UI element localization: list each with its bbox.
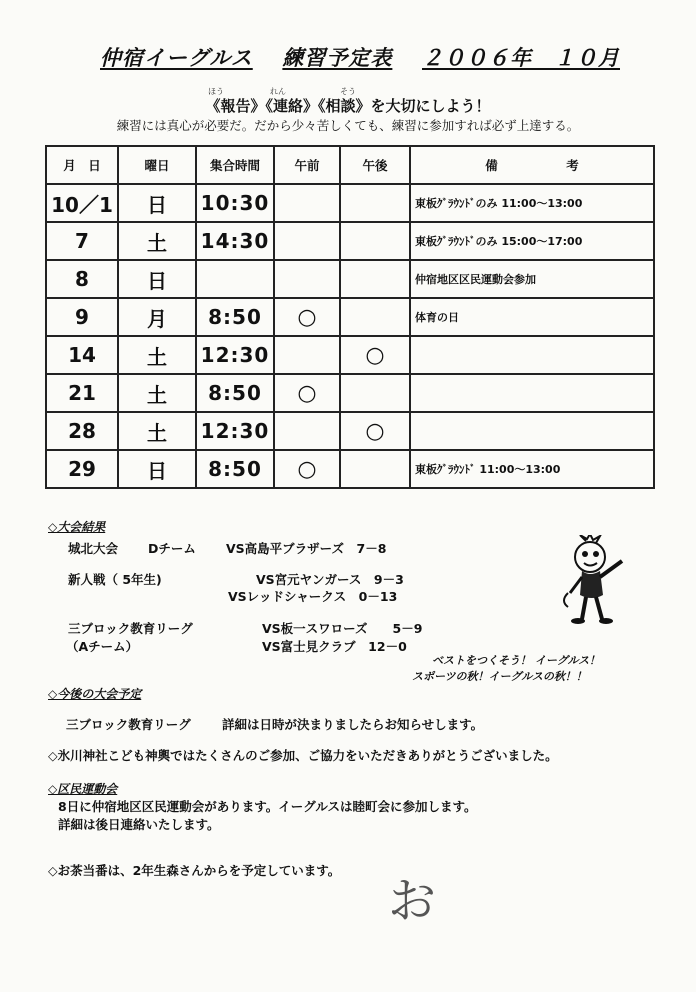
col-header-date: 月 日 — [46, 146, 118, 184]
schedule-period: ２００６年 １０月 — [422, 46, 620, 70]
cell-time: 8:50 — [196, 450, 274, 488]
cell-note — [410, 336, 654, 374]
col-header-weekday: 曜日 — [118, 146, 196, 184]
undokai-title: ◇区民運動会 — [48, 782, 118, 796]
table-row — [46, 222, 654, 260]
slogan: 《報告》《連絡》《相談》を大切にしよう！ — [205, 97, 491, 115]
document-type: 練習予定表 — [282, 46, 393, 70]
cell-note: 東板ｸﾞﾗｳﾝﾄﾞ 11:00～13:00 — [410, 450, 654, 488]
future-title: ◇今後の大会予定 — [48, 687, 142, 701]
ruby-sou: そう — [340, 87, 356, 96]
shinjin-match-2: VSレッドシャークス 0－13 — [228, 589, 398, 604]
cell-pm: ○ — [340, 412, 410, 450]
cell-am — [274, 184, 340, 222]
sanblock-match-1: VS板一スワローズ 5－9 — [262, 621, 423, 636]
jouhoku-match: VS高島平ブラザーズ 7－8 — [226, 541, 387, 556]
col-header-time: 集合時間 — [196, 146, 274, 184]
cell-time: 8:50 — [196, 298, 274, 336]
table-row — [46, 374, 654, 412]
cell-am: ○ — [274, 450, 340, 488]
cell-note: 仲宿地区区民運動会参加 — [410, 260, 654, 298]
cell-am — [274, 260, 340, 298]
cell-am — [274, 412, 340, 450]
table-row — [46, 336, 654, 374]
future-league: 三ブロック教育リーグ — [66, 717, 191, 732]
notes-header-b: 考 — [566, 158, 579, 173]
cell-time: 14:30 — [196, 222, 274, 260]
cell-time: 12:30 — [196, 336, 274, 374]
cell-date: 21 — [46, 374, 118, 412]
tea-duty: ◇お茶当番は、2年生森さんからを予定しています。 — [48, 863, 341, 878]
shrine-thanks: ◇氷川神社こども神輿ではたくさんのご参加、ご協力をいただきありがとうございました。 — [48, 748, 558, 763]
cell-am — [274, 336, 340, 374]
cell-weekday: 日 — [118, 260, 196, 298]
table-row — [46, 298, 654, 336]
undokai-line-1: 8日に仲宿地区区民運動会があります。イーグルスは睦町会に参加します。 — [58, 799, 477, 814]
cell-pm — [340, 260, 410, 298]
cell-date: 14 — [46, 336, 118, 374]
sub-slogan: 練習には真心が必要だ。だから少々苦しくても、練習に参加すれば必ず上達する。 — [116, 118, 580, 133]
team-name: 仲宿イーグルス — [100, 46, 253, 70]
cell-date: 10／1 — [46, 184, 118, 222]
notes-header-a: 備 — [485, 158, 498, 173]
cell-weekday: 土 — [118, 374, 196, 412]
col-header-am: 午前 — [274, 146, 340, 184]
table-row — [46, 450, 654, 488]
shinjin-tournament: 新人戦（ 5年生) — [68, 572, 162, 587]
undokai-line-2: 詳細は後日連絡いたします。 — [58, 817, 220, 832]
ruby-hou: ほう — [208, 87, 224, 96]
sanblock-tournament: 三ブロック教育リーグ — [68, 621, 193, 636]
sanblock-team: （Aチーム） — [66, 639, 139, 654]
cell-pm — [340, 222, 410, 260]
cell-am: ○ — [274, 374, 340, 412]
cheer-line-2: スポーツの秋！イーグルスの秋！！ — [412, 670, 587, 683]
table-header-row — [46, 146, 654, 184]
cell-pm — [340, 184, 410, 222]
schedule-table — [45, 145, 655, 489]
future-text: 詳細は日時が決まりましたらお知らせします。 — [222, 717, 484, 732]
cell-note: 東板ｸﾞﾗｳﾝﾄﾞのみ 11:00～13:00 — [410, 184, 654, 222]
table-row — [46, 260, 654, 298]
cell-time: 10:30 — [196, 184, 274, 222]
jouhoku-tournament: 城北大会 — [68, 541, 119, 556]
cell-weekday: 土 — [118, 412, 196, 450]
cell-date: 28 — [46, 412, 118, 450]
cell-pm — [340, 298, 410, 336]
cell-pm — [340, 450, 410, 488]
cell-note — [410, 374, 654, 412]
cell-pm — [340, 374, 410, 412]
cell-time — [196, 260, 274, 298]
jouhoku-team: Dチーム — [148, 541, 196, 556]
table-row — [46, 412, 654, 450]
col-header-notes — [410, 146, 654, 184]
sanblock-match-2: VS富士見クラブ 12－0 — [262, 639, 407, 654]
table-row — [46, 184, 654, 222]
cell-weekday: 日 — [118, 450, 196, 488]
cell-pm: ○ — [340, 336, 410, 374]
cell-am: ○ — [274, 298, 340, 336]
cell-date: 9 — [46, 298, 118, 336]
cell-note: 東板ｸﾞﾗｳﾝﾄﾞのみ 15:00～17:00 — [410, 222, 654, 260]
cell-date: 29 — [46, 450, 118, 488]
cell-weekday: 月 — [118, 298, 196, 336]
cell-am — [274, 222, 340, 260]
eagle-mascot-illustration — [556, 535, 636, 627]
page-title — [100, 42, 620, 72]
col-header-pm: 午後 — [340, 146, 410, 184]
cell-note: 体育の日 — [410, 298, 654, 336]
ruby-ren: れん — [270, 87, 286, 96]
shinjin-match-1: VS宮元ヤンガース 9－3 — [256, 572, 404, 587]
cell-weekday: 土 — [118, 222, 196, 260]
cell-date: 8 — [46, 260, 118, 298]
cell-time: 12:30 — [196, 412, 274, 450]
cell-time: 8:50 — [196, 374, 274, 412]
cell-date: 7 — [46, 222, 118, 260]
cell-weekday: 日 — [118, 184, 196, 222]
cell-weekday: 土 — [118, 336, 196, 374]
cell-note — [410, 412, 654, 450]
handwritten-mark: お — [388, 873, 437, 929]
results-title: ◇大会結果 — [48, 520, 106, 534]
cheer-line-1: ベストをつくそう！ イーグルス！ — [432, 654, 601, 667]
